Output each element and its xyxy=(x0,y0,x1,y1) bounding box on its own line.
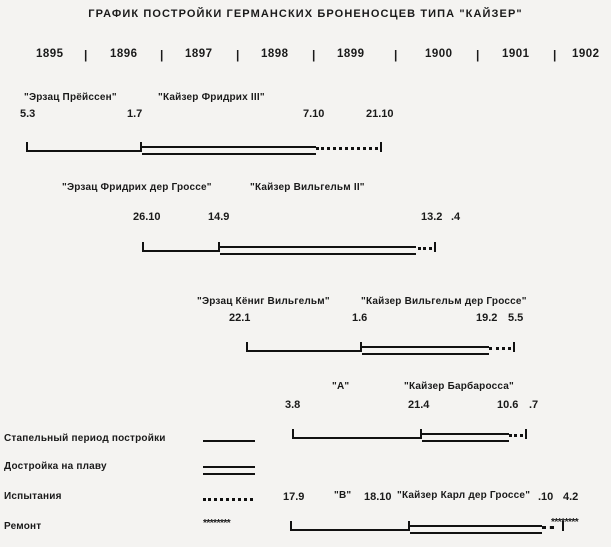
axis-year-1897: 1897 xyxy=(185,48,213,60)
axis-year-1898: 1898 xyxy=(261,48,289,60)
date-4-1: 3.8 xyxy=(285,399,301,411)
date-1-1: 5.3 xyxy=(20,108,36,120)
date-5-3: .10 xyxy=(538,491,554,503)
date-5-4: 4.2 xyxy=(563,491,579,503)
date-2-3: 13.2 xyxy=(421,211,443,223)
date-2-2: 14.9 xyxy=(208,211,230,223)
bar-trials-3 xyxy=(489,347,511,353)
axis-year-1900: 1900 xyxy=(425,48,453,60)
bar-slipway-3 xyxy=(246,350,362,352)
axis-year-1899: 1899 xyxy=(337,48,365,60)
ship-label-name-4: "Кайзер Барбаросса" xyxy=(404,381,514,392)
ship-label-name-2: "Кайзер Вильгельм II" xyxy=(250,182,365,193)
axis-year-1895: 1895 xyxy=(36,48,64,60)
ship-label-name-1: "Кайзер Фридрих III" xyxy=(158,92,265,103)
bar-trials-4 xyxy=(509,434,523,440)
bar-fitting-4 xyxy=(422,433,509,442)
bar-endcap-4 xyxy=(525,429,527,439)
axis-tick: | xyxy=(312,48,316,62)
legend-label-trials: Испытания xyxy=(4,491,62,502)
bar-endcap-2 xyxy=(434,242,436,252)
date-3-2: 1.6 xyxy=(352,312,368,324)
legend-symbol-fitting xyxy=(203,466,255,475)
date-4-3: 10.6 xyxy=(497,399,519,411)
date-4-2: 21.4 xyxy=(408,399,430,411)
axis-year-1902: 1902 xyxy=(572,48,600,60)
date-2-1: 26.10 xyxy=(133,211,161,223)
bar-trials-1 xyxy=(316,147,378,153)
bar-slipway-4 xyxy=(292,437,422,439)
date-2-4: .4 xyxy=(451,211,461,223)
date-4-4: .7 xyxy=(529,399,539,411)
year-axis xyxy=(0,48,611,66)
date-3-3: 19.2 xyxy=(476,312,498,324)
axis-tick: | xyxy=(394,48,398,62)
axis-tick: | xyxy=(476,48,480,62)
ship-label-hull-5: "В" xyxy=(334,490,352,501)
legend-label-fitting: Достройка на плаву xyxy=(4,461,107,472)
ship-label-hull-2: "Эрзац Фридрих дер Гроссе" xyxy=(62,182,212,193)
page-title: ГРАФИК ПОСТРОЙКИ ГЕРМАНСКИХ БРОНЕНОСЦЕВ ТИПА "КАЙЗЕР" xyxy=(88,8,523,20)
bar-repair-5: ******** xyxy=(551,517,579,528)
bar-fitting-2 xyxy=(220,246,416,255)
bar-slipway-5 xyxy=(290,529,410,531)
ship-label-name-5: "Кайзер Карл дер Гроссе" xyxy=(397,490,531,501)
ship-label-hull-1: "Эрзац Прёйссен" xyxy=(24,92,117,103)
bar-fitting-3 xyxy=(362,346,489,355)
axis-year-1901: 1901 xyxy=(502,48,530,60)
bar-endcap-3 xyxy=(513,342,515,352)
legend-symbol-trials xyxy=(203,498,253,504)
axis-tick: | xyxy=(84,48,88,62)
date-3-1: 22.1 xyxy=(229,312,251,324)
date-3-4: 5.5 xyxy=(508,312,524,324)
legend-label-slipway: Стапельный период постройки xyxy=(4,433,166,444)
legend-symbol-repair: ******** xyxy=(203,518,231,529)
axis-tick: | xyxy=(553,48,557,62)
bar-slipway-1 xyxy=(26,150,142,152)
axis-year-1896: 1896 xyxy=(110,48,138,60)
date-1-3: 7.10 xyxy=(303,108,325,120)
date-5-2: 18.10 xyxy=(364,491,392,503)
date-5-1: 17.9 xyxy=(283,491,305,503)
bar-trials-2 xyxy=(418,247,432,253)
ship-label-hull-4: "А" xyxy=(332,381,350,392)
legend-symbol-slipway xyxy=(203,440,255,442)
ship-label-name-3: "Кайзер Вильгельм дер Гроссе" xyxy=(361,296,527,307)
legend-label-repair: Ремонт xyxy=(4,521,42,532)
date-1-4: 21.10 xyxy=(366,108,394,120)
bar-fitting-1 xyxy=(142,146,316,155)
date-1-2: 1.7 xyxy=(127,108,143,120)
ship-label-hull-3: "Эрзац Кёниг Вильгельм" xyxy=(197,296,330,307)
bar-endcap-1 xyxy=(380,142,382,152)
bar-slipway-2 xyxy=(142,250,220,252)
bar-fitting-5 xyxy=(410,525,542,534)
axis-tick: | xyxy=(236,48,240,62)
axis-tick: | xyxy=(160,48,164,62)
